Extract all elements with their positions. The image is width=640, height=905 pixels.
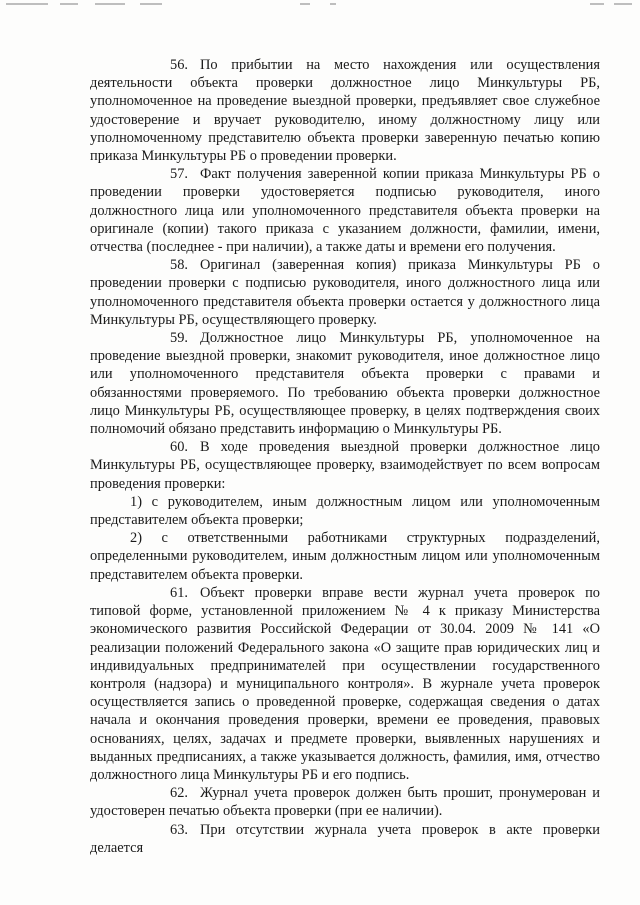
scan-speck [140, 3, 162, 5]
scan-speck [300, 3, 310, 5]
paragraph-57 [90, 165, 600, 256]
subitem-1: 1) с руководителем, иным должностным лицом или уполномоченным представителем объекта проверки; [90, 493, 600, 529]
paragraph-text: Журнал учета проверок должен быть прошит, пронумерован и удостоверен печатью объекта проверки (при ее наличии). [90, 785, 600, 820]
paragraph-58 [90, 256, 600, 329]
paragraph-number: 59. [170, 330, 188, 347]
paragraph-number: 61. [170, 584, 188, 601]
paragraph-number: 62. [170, 785, 188, 802]
paragraph-text: Объект проверки вправе вести журнал учета проверок по типовой форме, установленной приложением № 4 к приказу Министерства экономического развития Российской Федерации от 30.04. 2009 № 141 «О реализации положений Федерального закона «О защите прав юридических лиц и индивидуальных предпринимателей при осуществлении государственного контроля (надзора) и муниципального контроля». В журнале учета проверок осуществляется запись о проведенной проверке, содержащая сведения о датах начала и окончания проведения проверки, времени ее проведения, правовых основаниях, целях, задачах и предмете проверки, выявленных нарушениях и выданных предписаниях, а также указывается должность, фамилия, имя, отчество должностного лица Минкультуры РБ и его подпись. [90, 584, 600, 783]
paragraph-number: 58. [170, 257, 188, 274]
paragraph-text: По прибытии на место нахождения или осуществления деятельности объекта проверки должностное лицо Минкультуры РБ, уполномоченное на проведение выездной проверки, предъявляет свое служебное удостоверение и вручает руководителю, иному должностному лицу или уполномоченному представителю объекта проверки заверенную печатью копию приказа Минкультуры РБ о проведении проверки. [90, 57, 600, 165]
paragraph-number: 57. [170, 166, 188, 183]
scan-speck [60, 3, 78, 5]
scan-speck [590, 3, 604, 5]
scan-speck [614, 3, 632, 5]
paragraph-62 [90, 784, 600, 820]
paragraph-text: Факт получения заверенной копии приказа Минкультуры РБ о проведении проверки удостоверяется подписью руководителя, иного должностного лица или уполномоченного представителя объекта проверки на оригинале (копии) такого приказа с указанием должности, фамилии, имени, отчества (последнее - при наличии), а также даты и времени его получения. [90, 166, 600, 256]
paragraph-text: Оригинал (заверенная копия) приказа Минкультуры РБ о проведении проверки с подписью руководителя, иного должностного лица или уполномоченного представителя объекта проверки остается у должностного лица Минкультуры РБ, осуществляющего проверку. [90, 257, 600, 328]
paragraph-number: 56. [170, 57, 188, 73]
paragraph-59 [90, 329, 600, 438]
document-body [90, 56, 600, 857]
paragraph-60 [90, 438, 600, 493]
paragraph-56 [90, 56, 600, 165]
scan-artifact-strip [0, 0, 640, 10]
paragraph-text: В ходе проведения выездной проверки должностное лицо Минкультуры РБ, осуществляющее проверку, взаимодействует по всем вопросам проведения проверки: [90, 439, 600, 492]
paragraph-text: При отсутствии журнала учета проверок в акте проверки делается [90, 821, 600, 856]
paragraph-61 [90, 584, 600, 784]
scan-speck [6, 3, 48, 5]
paragraph-text: Должностное лицо Минкультуры РБ, уполномоченное на проведение выездной проверки, знакомит руководителя, иное должностное лицо или уполномоченного представителя объекта проверки с правами и обязанностями проверяемого. По требованию объекта проверки должностное лицо Минкультуры РБ, осуществляющее проверку, в целях подтверждения своих полномочий обязано представить информацию о Минкультуры РБ. [90, 330, 600, 438]
subitem-2: 2) с ответственными работниками структурных подразделений, определенными руководителем, иным должностным лицом или уполномоченным представителем объекта проверки. [90, 530, 600, 583]
paragraph-number: 63. [170, 821, 188, 838]
paragraph-63 [90, 821, 600, 857]
paragraph-number: 60. [170, 439, 188, 456]
scan-speck [95, 3, 125, 5]
scan-speck [330, 3, 336, 5]
